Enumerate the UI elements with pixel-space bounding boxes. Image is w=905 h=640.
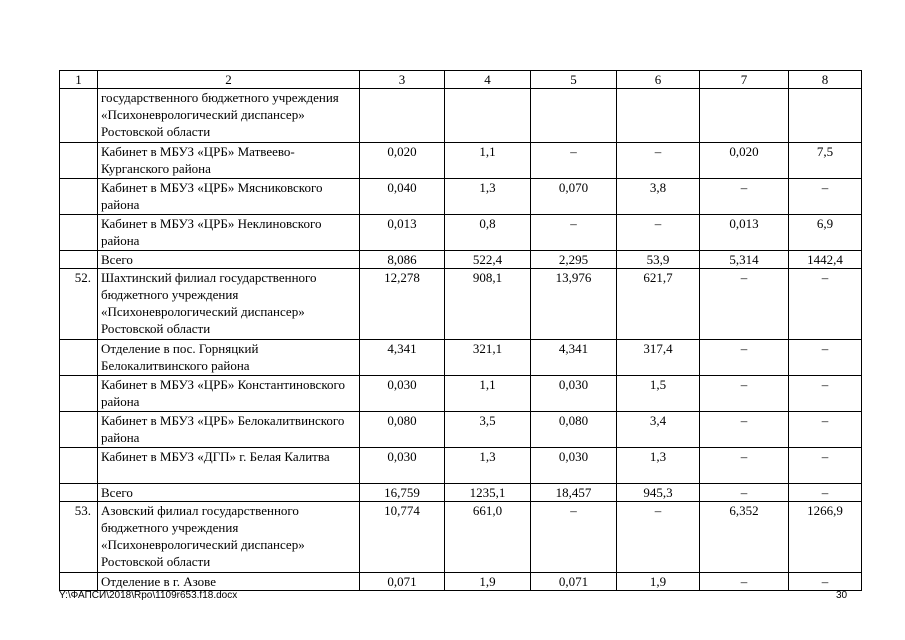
value-cell — [789, 89, 862, 143]
row-number-cell: 52. — [60, 269, 98, 340]
value-cell: 0,8 — [445, 215, 531, 251]
value-cell: 945,3 — [617, 484, 700, 502]
value-cell: – — [789, 573, 862, 591]
header-row — [60, 71, 862, 89]
institution-name-cell: Отделение в г. Азове — [98, 573, 360, 591]
value-cell: 10,774 — [360, 502, 445, 573]
value-cell: – — [789, 179, 862, 215]
value-cell: 16,759 — [360, 484, 445, 502]
header-cell: 1 — [60, 71, 98, 89]
value-cell: 1,9 — [445, 573, 531, 591]
table-row — [60, 179, 862, 215]
value-cell: 53,9 — [617, 251, 700, 269]
value-cell: 3,4 — [617, 412, 700, 448]
institution-name-cell: Кабинет в МБУЗ «ЦРБ» Белокалитвинского района — [98, 412, 360, 448]
table-row — [60, 502, 862, 573]
value-cell: 0,020 — [700, 143, 789, 179]
value-cell: 0,030 — [531, 376, 617, 412]
value-cell — [360, 89, 445, 143]
value-cell: – — [617, 502, 700, 573]
value-cell: 0,080 — [531, 412, 617, 448]
table-row — [60, 376, 862, 412]
table-row — [60, 251, 862, 269]
institution-name-cell: Всего — [98, 251, 360, 269]
value-cell: 0,030 — [531, 448, 617, 484]
row-number-cell — [60, 215, 98, 251]
value-cell: 0,071 — [360, 573, 445, 591]
row-number-cell — [60, 484, 98, 502]
institution-name-cell: Кабинет в МБУЗ «ЦРБ» Константиновского района — [98, 376, 360, 412]
table-row — [60, 215, 862, 251]
value-cell: 6,9 — [789, 215, 862, 251]
value-cell: 0,013 — [360, 215, 445, 251]
institution-name-cell: Кабинет в МБУЗ «ДГП» г. Белая Калитва — [98, 448, 360, 484]
table-row — [60, 484, 862, 502]
value-cell: 18,457 — [531, 484, 617, 502]
value-cell: 0,020 — [360, 143, 445, 179]
value-cell: 12,278 — [360, 269, 445, 340]
value-cell: 1235,1 — [445, 484, 531, 502]
row-number-cell: 53. — [60, 502, 98, 573]
value-cell: – — [617, 215, 700, 251]
value-cell: – — [700, 179, 789, 215]
institution-name-cell: Шахтинский филиал государственного бюджетного учреждения «Психоневрологический диспансер» Ростовской области — [98, 269, 360, 340]
value-cell: 1,3 — [445, 448, 531, 484]
header-cell: 8 — [789, 71, 862, 89]
header-cell: 5 — [531, 71, 617, 89]
value-cell: 1,9 — [617, 573, 700, 591]
value-cell: 1266,9 — [789, 502, 862, 573]
value-cell: 5,314 — [700, 251, 789, 269]
institution-name-cell: государственного бюджетного учреждения «Психоневрологический диспансер» Ростовской области — [98, 89, 360, 143]
value-cell: – — [789, 269, 862, 340]
value-cell: 1,1 — [445, 143, 531, 179]
institution-name-cell: Азовский филиал государственного бюджетного учреждения «Психоневрологический диспансер» Ростовской области — [98, 502, 360, 573]
value-cell — [531, 89, 617, 143]
value-cell: – — [700, 573, 789, 591]
value-cell: – — [700, 412, 789, 448]
value-cell: – — [789, 412, 862, 448]
table-row — [60, 340, 862, 376]
value-cell: 1,1 — [445, 376, 531, 412]
value-cell: – — [789, 376, 862, 412]
row-number-cell — [60, 573, 98, 591]
value-cell: 0,071 — [531, 573, 617, 591]
value-cell: 522,4 — [445, 251, 531, 269]
value-cell: 6,352 — [700, 502, 789, 573]
value-cell: – — [531, 502, 617, 573]
value-cell: 0,030 — [360, 448, 445, 484]
table-row — [60, 143, 862, 179]
header-cell: 6 — [617, 71, 700, 89]
institution-name-cell: Всего — [98, 484, 360, 502]
value-cell: – — [531, 215, 617, 251]
institution-name-cell: Отделение в пос. Горняцкий Белокалитвинского района — [98, 340, 360, 376]
value-cell: – — [617, 143, 700, 179]
institution-name-cell: Кабинет в МБУЗ «ЦРБ» Неклиновского района — [98, 215, 360, 251]
value-cell: 621,7 — [617, 269, 700, 340]
value-cell: – — [789, 448, 862, 484]
table-row — [60, 448, 862, 484]
value-cell: 908,1 — [445, 269, 531, 340]
value-cell: – — [531, 143, 617, 179]
value-cell: – — [789, 340, 862, 376]
row-number-cell — [60, 412, 98, 448]
value-cell: 2,295 — [531, 251, 617, 269]
value-cell: 0,013 — [700, 215, 789, 251]
file-path: Y:\ФАПСИ\2018\Rpo\1109r653.f18.docx — [59, 590, 238, 601]
value-cell: 8,086 — [360, 251, 445, 269]
value-cell: 1,3 — [617, 448, 700, 484]
table-row — [60, 573, 862, 591]
value-cell: – — [700, 376, 789, 412]
value-cell — [617, 89, 700, 143]
value-cell: 0,070 — [531, 179, 617, 215]
header-cell: 2 — [98, 71, 360, 89]
value-cell: 0,030 — [360, 376, 445, 412]
value-cell: – — [700, 448, 789, 484]
value-cell: – — [700, 484, 789, 502]
value-cell: 4,341 — [360, 340, 445, 376]
value-cell: 1,5 — [617, 376, 700, 412]
row-number-cell — [60, 179, 98, 215]
row-number-cell — [60, 448, 98, 484]
data-table — [59, 70, 862, 591]
row-number-cell — [60, 340, 98, 376]
value-cell — [700, 89, 789, 143]
row-number-cell — [60, 251, 98, 269]
table-body — [60, 71, 862, 591]
value-cell: 661,0 — [445, 502, 531, 573]
header-cell: 3 — [360, 71, 445, 89]
value-cell: – — [700, 340, 789, 376]
value-cell: 0,080 — [360, 412, 445, 448]
value-cell: 317,4 — [617, 340, 700, 376]
value-cell: 13,976 — [531, 269, 617, 340]
value-cell: 7,5 — [789, 143, 862, 179]
value-cell: 0,040 — [360, 179, 445, 215]
header-cell: 7 — [700, 71, 789, 89]
value-cell: 3,8 — [617, 179, 700, 215]
institution-name-cell: Кабинет в МБУЗ «ЦРБ» Мясниковского района — [98, 179, 360, 215]
value-cell: 321,1 — [445, 340, 531, 376]
value-cell: 1442,4 — [789, 251, 862, 269]
value-cell: 4,341 — [531, 340, 617, 376]
value-cell: – — [789, 484, 862, 502]
table-row — [60, 412, 862, 448]
row-number-cell — [60, 89, 98, 143]
row-number-cell — [60, 143, 98, 179]
value-cell: 3,5 — [445, 412, 531, 448]
value-cell: 1,3 — [445, 179, 531, 215]
institution-name-cell: Кабинет в МБУЗ «ЦРБ» Матвеево-Курганского района — [98, 143, 360, 179]
value-cell — [445, 89, 531, 143]
page-number: 30 — [836, 590, 848, 601]
row-number-cell — [60, 376, 98, 412]
table-row — [60, 269, 862, 340]
table-row — [60, 89, 862, 143]
value-cell: – — [700, 269, 789, 340]
header-cell: 4 — [445, 71, 531, 89]
